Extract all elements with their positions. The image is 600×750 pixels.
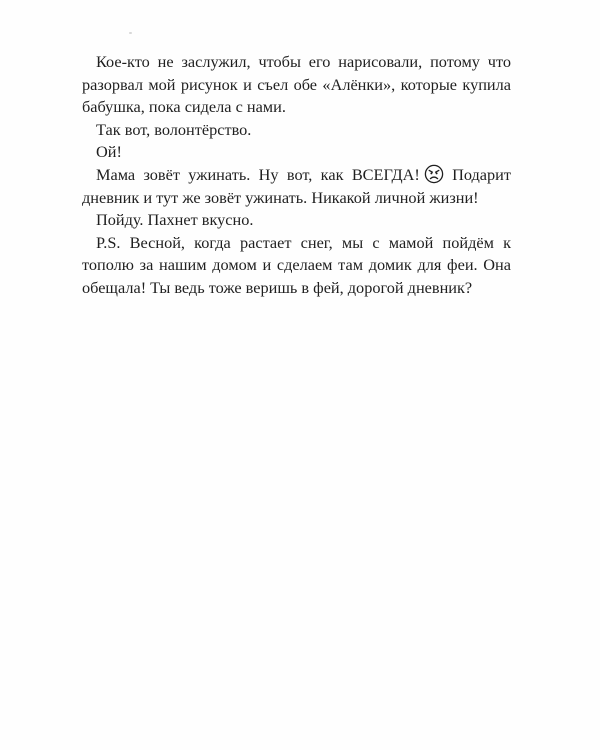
page-speck — [129, 32, 132, 34]
paragraph-volunteering: Так вот, волонтёрство. — [96, 119, 252, 139]
paragraph-oh: Ой! — [96, 142, 122, 162]
dinner-text-end: Подарит дневник и тут же зовёт ужинать. Никакой личной жизни! — [82, 164, 511, 207]
paragraph-dinner — [82, 164, 511, 209]
dinner-text-start: Мама зовёт ужинать. Ну вот, как ВСЕГДА! — [96, 164, 420, 184]
paragraph-smells-good: Пойду. Пахнет вкусно. — [96, 210, 254, 230]
paragraph-drawing: Кое-кто не заслужил, чтобы его нарисовали, потому что разорвал мой рисунок и съел обе «Алёнки», которые купила бабушка, пока сидела с нами. — [82, 52, 511, 117]
diary-text — [82, 51, 511, 300]
angry-face-icon — [424, 164, 444, 184]
paragraph-postscript: P.S. Весной, когда растает снег, мы с мамой пойдём к тополю за нашим домом и сделаем там домик для феи. Она обещала! Ты ведь тоже веришь в фей, дорогой дневник? — [82, 232, 511, 297]
